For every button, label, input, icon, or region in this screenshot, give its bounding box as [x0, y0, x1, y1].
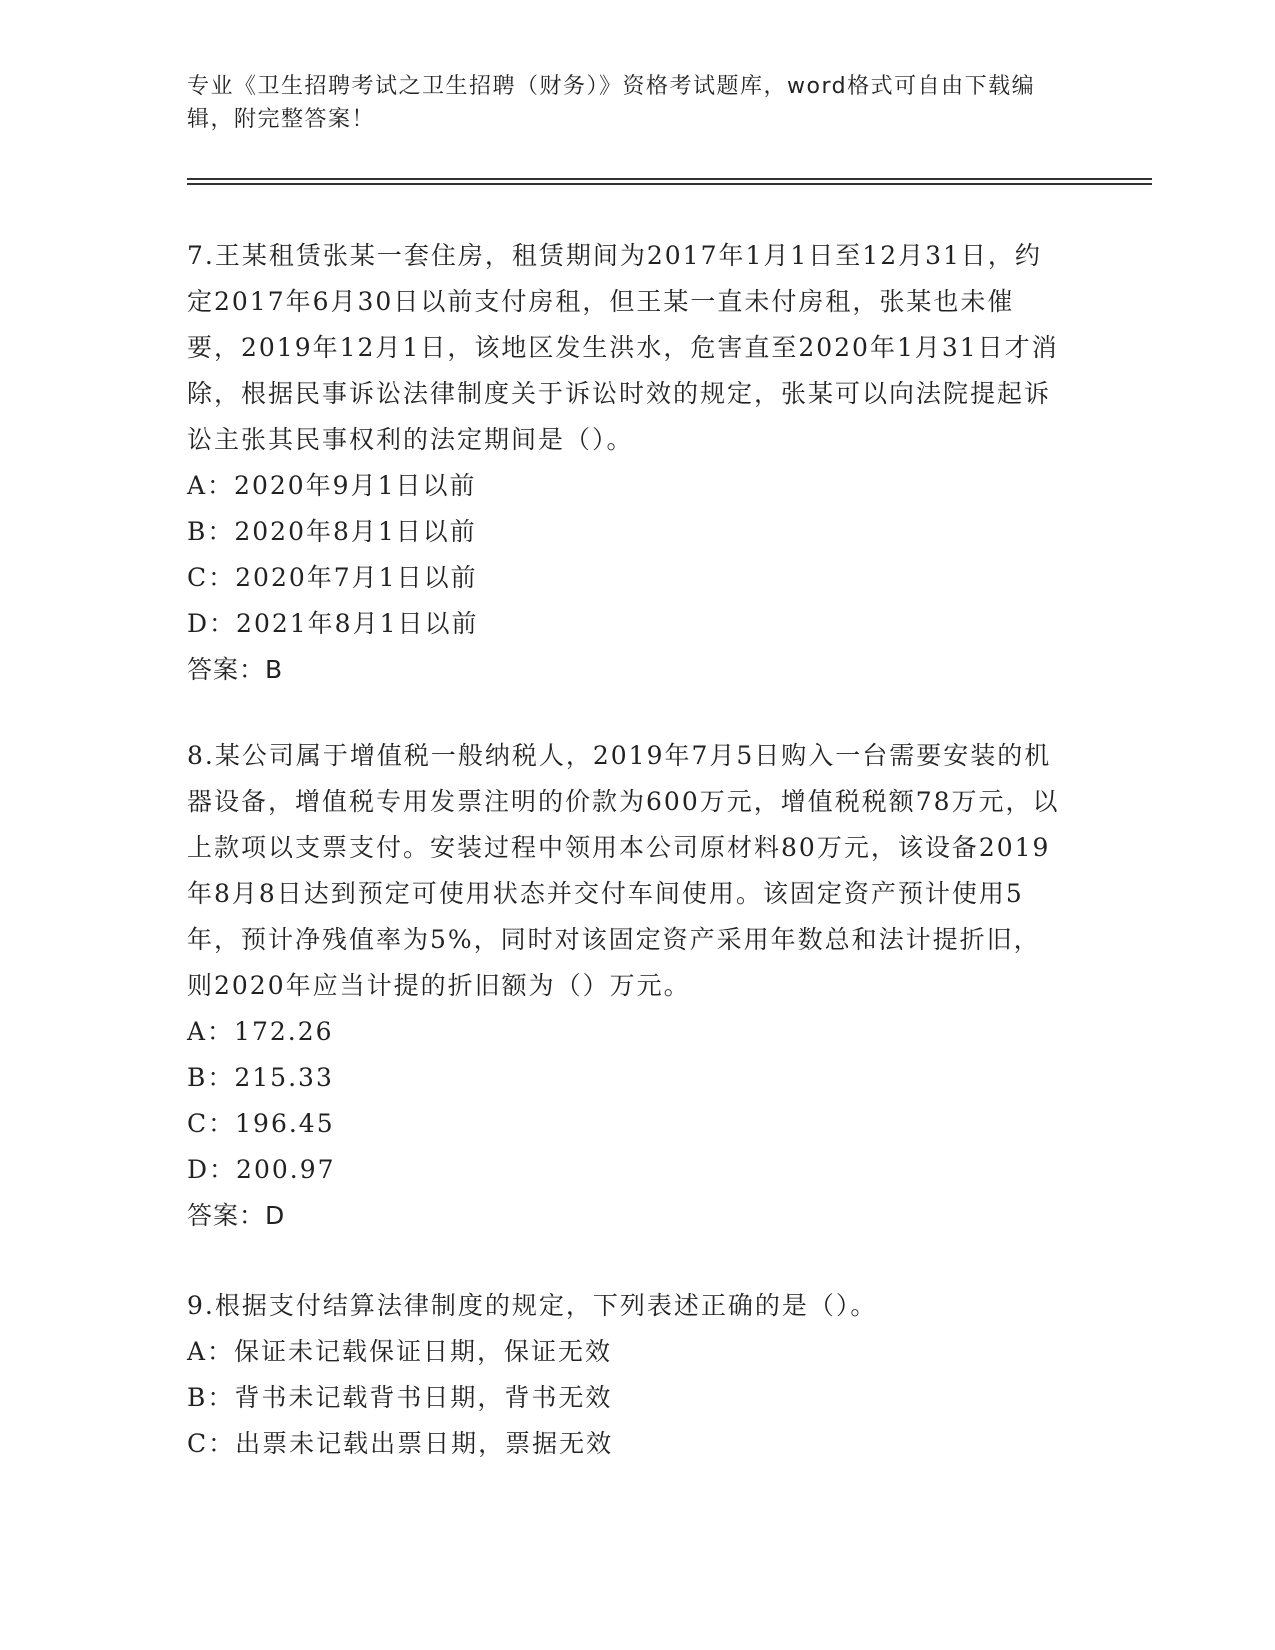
- option-b: B：背书未记载背书日期，背书无效: [187, 1383, 613, 1412]
- option-a: A：172.26: [187, 1017, 334, 1046]
- option-c: C：2020年7月1日以前: [187, 563, 478, 592]
- question-stem: 7.王某租赁张某一套住房，租赁期间为2017年1月1日至12月31日，约定2017年6月30日以前支付房租，但王某一直未付房租，张某也未催要，2019年12月1日，该地区发生洪水，危害直至2020年1月31日才消除，根据民事诉讼法律制度关于诉讼时效的规定，张某可以向法院提起诉讼主张其民事权利的法定期间是（）。: [187, 241, 1059, 454]
- question-9: [187, 1283, 1067, 1467]
- option-a: A：保证未记载保证日期，保证无效: [187, 1337, 613, 1366]
- question-7: [187, 233, 1067, 693]
- header-divider-bottom: [187, 183, 1152, 185]
- option-c: C：196.45: [187, 1109, 335, 1138]
- answer: 答案：D: [187, 1201, 286, 1230]
- option-d: D：200.97: [187, 1155, 336, 1184]
- option-d: D：2021年8月1日以前: [187, 609, 479, 638]
- document-header: 专业《卫生招聘考试之卫生招聘（财务）》资格考试题库，word格式可自由下载编辑，附完整答案！: [187, 74, 1036, 132]
- option-b: B：2020年8月1日以前: [187, 517, 477, 546]
- option-b: B：215.33: [187, 1063, 334, 1092]
- option-a: A：2020年9月1日以前: [187, 471, 477, 500]
- header-divider-top: [187, 178, 1152, 180]
- question-stem: 9.根据支付结算法律制度的规定，下列表述正确的是（）。: [187, 1291, 878, 1320]
- answer: 答案：B: [187, 655, 284, 684]
- option-c: C：出票未记载出票日期，票据无效: [187, 1429, 614, 1458]
- question-8: [187, 733, 1067, 1239]
- question-stem: 8.某公司属于增值税一般纳税人，2019年7月5日购入一台需要安装的机器设备，增值税专用发票注明的价款为600万元，增值税税额78万元，以上款项以支票支付。安装过程中领用本公司原材料80万元，该设备2019年8月8日达到预定可使用状态并交付车间使用。该固定资产预计使用5年，预计净残值率为5%，同时对该固定资产采用年数总和法计提折旧，则2020年应当计提的折旧额为（）万元。: [187, 741, 1060, 1000]
